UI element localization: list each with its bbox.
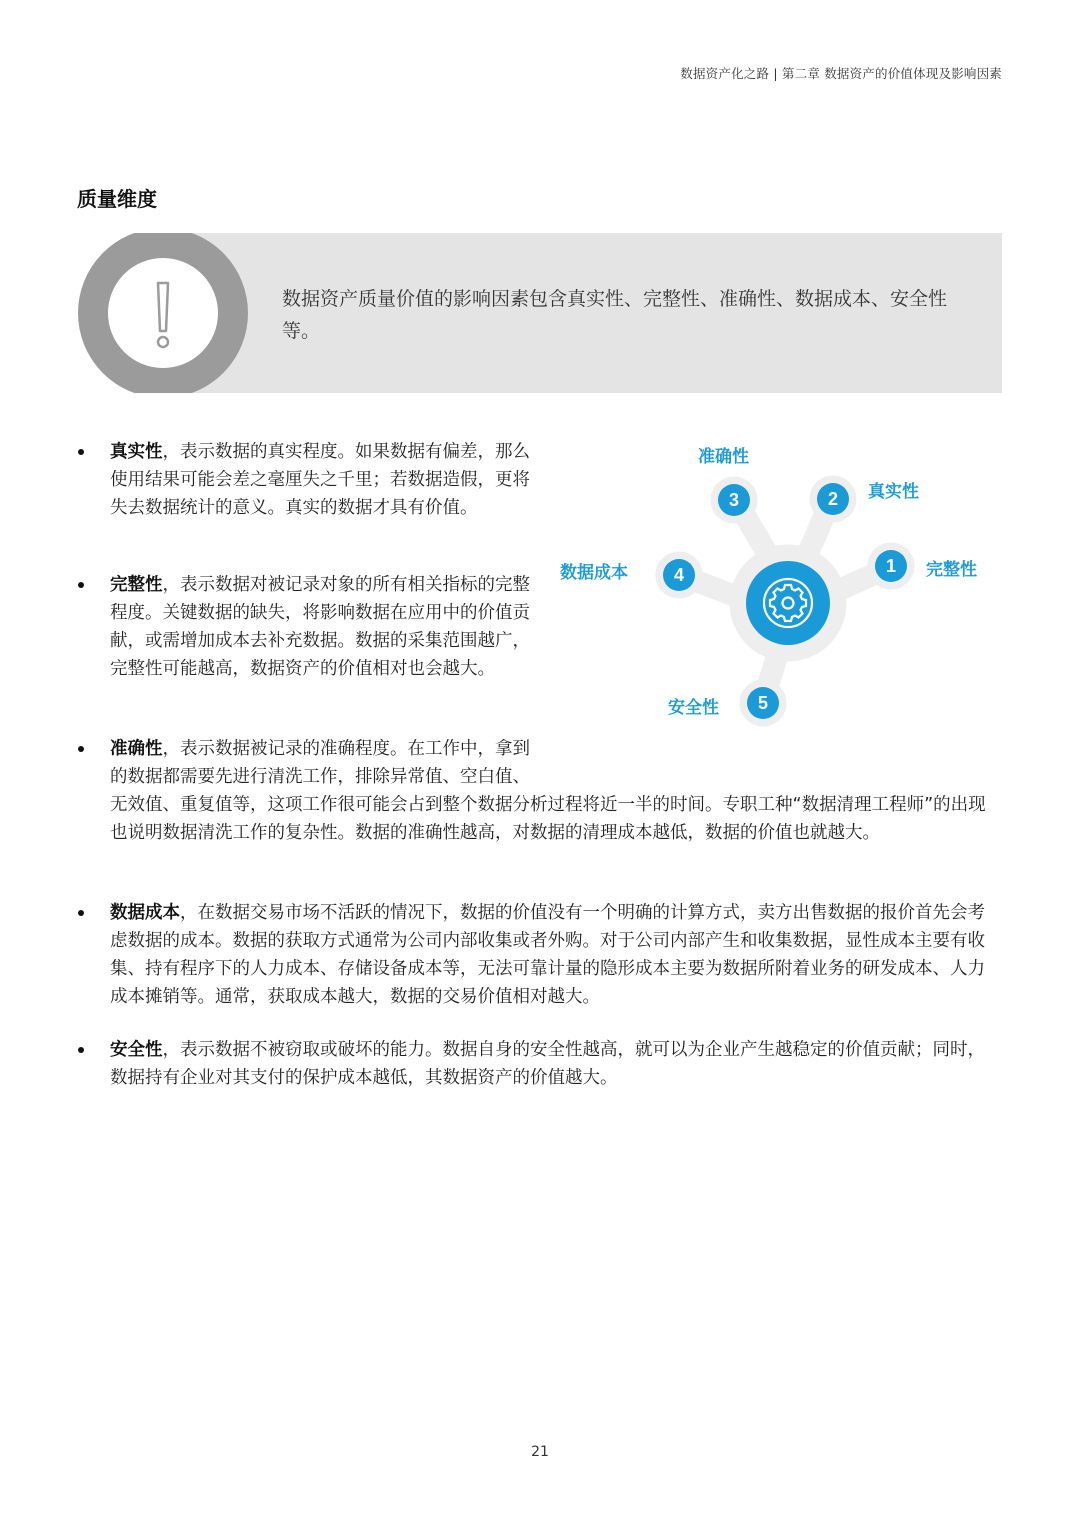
bullet-text: ，表示数据的真实程度。如果数据有偏差，那么使用结果可能会差之毫厘失之千里；若数据造假，更将失去数据统计的意义。真实的数据才具有价值。 — [110, 442, 530, 518]
node-2-number: 2 — [827, 489, 839, 509]
node-1-label: 完整性 — [926, 560, 977, 580]
bullet-term: 安全性 — [110, 1040, 163, 1060]
bullet-completeness — [110, 571, 530, 683]
bullet-dot — [78, 582, 84, 588]
bullet-accuracy — [110, 735, 1000, 847]
wrap-spacer — [530, 735, 1000, 791]
center-circle — [746, 561, 830, 645]
bullet-term: 完整性 — [110, 575, 163, 595]
callout-text: 数据资产质量价值的影响因素包含真实性、完整性、准确性、数据成本、安全性等。 — [282, 288, 948, 342]
bullet-authenticity — [110, 438, 530, 522]
node-4-number: 4 — [673, 565, 685, 585]
bullet-dot — [78, 1047, 84, 1053]
node-5-number: 5 — [757, 693, 769, 713]
page-header: 数据资产化之路 | 第二章 数据资产的价值体现及影响因素 — [680, 66, 1002, 81]
bullet-term: 准确性 — [110, 739, 163, 759]
bullet-term: 数据成本 — [110, 903, 180, 923]
section-title: 质量维度 — [77, 187, 157, 211]
node-3-number: 3 — [728, 490, 740, 510]
node-1-number: 1 — [885, 556, 897, 576]
quality-factors-diagram — [550, 430, 1010, 740]
bullet-text: ，表示数据对被记录对象的所有相关指标的完整程度。关键数据的缺失，将影响数据在应用中的价值贡献，或需增加成本去补充数据。数据的采集范围越广，完整性可能越高，数据资产的价值相对也会越大。 — [110, 575, 530, 679]
bullet-dot — [78, 449, 84, 455]
bullet-data-cost — [110, 899, 1000, 1011]
node-4-label: 数据成本 — [560, 563, 628, 583]
exclamation-icon — [77, 233, 249, 393]
bullet-dot — [78, 910, 84, 916]
callout-box — [77, 233, 1002, 393]
node-5-label: 安全性 — [668, 698, 719, 718]
page-number: 21 — [531, 1444, 549, 1460]
bullet-text: ，在数据交易市场不活跃的情况下，数据的价值没有一个明确的计算方式，卖方出售数据的报价首先会考虑数据的成本。数据的获取方式通常为公司内部收集或者外购。对于公司内部产生和收集数据，显性成本主要有收集、持有程序下的人力成本、存储设备成本等，无法可靠计量的隐形成本主要为数据所附着业务的研发成本、人力成本摊销等。通常，获取成本越大，数据的交易价值相对越大。 — [110, 903, 985, 1007]
node-2-label: 真实性 — [868, 482, 919, 502]
bullet-text: ，表示数据被记录的准确程度。在工作中，拿到的数据都需要先进行清洗工作，排除异常值、空白值、无效值、重复值等，这项工作很可能会占到整个数据分析过程将近一半的时间。专职工种“数据清理工程师”的出现也说明数据清洗工作的复杂性。数据的准确性越高，对数据的清理成本越低，数据的价值也就越大。 — [110, 739, 986, 843]
bullet-security — [110, 1036, 1000, 1092]
node-3-label: 准确性 — [698, 447, 749, 467]
diagram-graphic — [550, 430, 1010, 740]
bullet-term: 真实性 — [110, 442, 163, 462]
bullet-dot — [78, 746, 84, 752]
bullet-text: ，表示数据不被窃取或破坏的能力。数据自身的安全性越高，就可以为企业产生越稳定的价值贡献；同时，数据持有企业对其支付的保护成本越低，其数据资产的价值越大。 — [110, 1040, 985, 1088]
